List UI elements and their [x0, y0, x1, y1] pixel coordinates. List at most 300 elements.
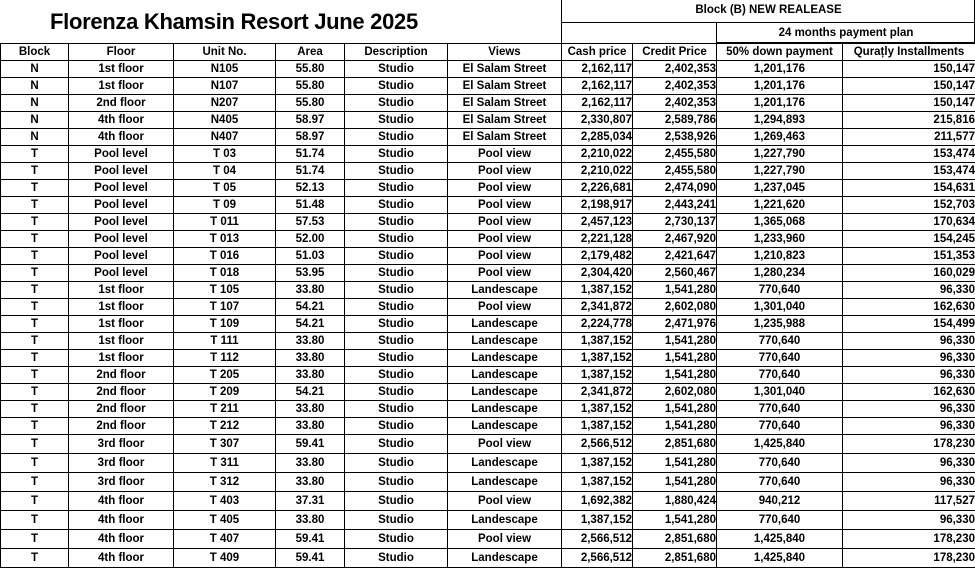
cell-area: 33.80 — [276, 333, 345, 350]
cell-views: Pool view — [448, 248, 562, 265]
table-row — [1, 112, 975, 129]
cell-views: Landescape — [448, 401, 562, 418]
cell-unit-no: N107 — [174, 78, 276, 95]
cell-credit-price: 2,471,976 — [633, 316, 717, 333]
cell-block: T — [1, 214, 69, 231]
cell-cash-price: 2,179,482 — [562, 248, 633, 265]
cell-credit-price: 1,541,280 — [633, 473, 717, 492]
cell-block: T — [1, 384, 69, 401]
table-row — [1, 384, 975, 401]
cell-area: 37.31 — [276, 492, 345, 511]
cell-block: T — [1, 549, 69, 568]
cell-cash-price: 1,387,152 — [562, 454, 633, 473]
cell-description: Studio — [345, 384, 448, 401]
cell-floor: Pool level — [69, 248, 174, 265]
cell-down-payment: 940,212 — [717, 492, 843, 511]
cell-quarterly-installments: 152,703 — [843, 197, 975, 214]
cell-area: 33.80 — [276, 511, 345, 530]
cell-block: N — [1, 129, 69, 146]
cell-credit-price: 2,467,920 — [633, 231, 717, 248]
table-row — [1, 180, 975, 197]
cell-block: T — [1, 180, 69, 197]
cell-down-payment: 770,640 — [717, 367, 843, 384]
cell-block: T — [1, 248, 69, 265]
cell-block: T — [1, 367, 69, 384]
cell-unit-no: T 107 — [174, 299, 276, 316]
cell-down-payment: 1,201,176 — [717, 61, 843, 78]
cell-views: Landescape — [448, 511, 562, 530]
cell-description: Studio — [345, 163, 448, 180]
cell-block: T — [1, 511, 69, 530]
cell-floor: 3rd floor — [69, 473, 174, 492]
cell-credit-price: 2,402,353 — [633, 78, 717, 95]
table-row — [1, 231, 975, 248]
cell-area: 54.21 — [276, 384, 345, 401]
cell-credit-price: 1,541,280 — [633, 454, 717, 473]
cell-unit-no: T 409 — [174, 549, 276, 568]
cell-cash-price: 1,387,152 — [562, 282, 633, 299]
cell-description: Studio — [345, 180, 448, 197]
cell-views: Landescape — [448, 473, 562, 492]
cell-views: Pool view — [448, 435, 562, 454]
cell-block: T — [1, 163, 69, 180]
cell-unit-no: T 312 — [174, 473, 276, 492]
cell-area: 59.41 — [276, 435, 345, 454]
cell-block: T — [1, 316, 69, 333]
cell-down-payment: 1,201,176 — [717, 95, 843, 112]
cell-block: N — [1, 78, 69, 95]
cell-quarterly-installments: 96,330 — [843, 454, 975, 473]
cell-area: 33.80 — [276, 454, 345, 473]
cell-block: T — [1, 333, 69, 350]
table-row — [1, 248, 975, 265]
cell-floor: 4th floor — [69, 492, 174, 511]
cell-credit-price: 2,474,090 — [633, 180, 717, 197]
cell-cash-price: 2,162,117 — [562, 61, 633, 78]
cell-description: Studio — [345, 112, 448, 129]
column-header-views: Views — [448, 44, 562, 61]
cell-views: Pool view — [448, 492, 562, 511]
column-header-quarterly-installments: Qurațly Installments — [843, 44, 975, 61]
cell-quarterly-installments: 162,630 — [843, 384, 975, 401]
cell-cash-price: 2,162,117 — [562, 95, 633, 112]
cell-block: T — [1, 299, 69, 316]
cell-description: Studio — [345, 265, 448, 282]
cell-down-payment: 770,640 — [717, 333, 843, 350]
table-row — [1, 78, 975, 95]
table-row — [1, 511, 975, 530]
cell-floor: 4th floor — [69, 530, 174, 549]
cell-credit-price: 1,541,280 — [633, 350, 717, 367]
cell-quarterly-installments: 96,330 — [843, 333, 975, 350]
cell-down-payment: 770,640 — [717, 282, 843, 299]
cell-cash-price: 1,387,152 — [562, 333, 633, 350]
cell-views: Landescape — [448, 367, 562, 384]
cell-quarterly-installments: 96,330 — [843, 367, 975, 384]
cell-unit-no: T 403 — [174, 492, 276, 511]
cell-block: T — [1, 454, 69, 473]
units-table — [0, 43, 975, 568]
table-row — [1, 265, 975, 282]
table-row — [1, 350, 975, 367]
cell-block: T — [1, 492, 69, 511]
cell-down-payment: 1,235,988 — [717, 316, 843, 333]
cell-cash-price: 1,387,152 — [562, 367, 633, 384]
cell-views: Pool view — [448, 299, 562, 316]
cell-description: Studio — [345, 248, 448, 265]
cell-floor: Pool level — [69, 163, 174, 180]
cell-unit-no: N207 — [174, 95, 276, 112]
column-header-unit-no: Unit No. — [174, 44, 276, 61]
cell-area: 52.00 — [276, 231, 345, 248]
cell-floor: 1st floor — [69, 78, 174, 95]
cell-unit-no: T 211 — [174, 401, 276, 418]
cell-floor: 4th floor — [69, 112, 174, 129]
cell-description: Studio — [345, 78, 448, 95]
cell-description: Studio — [345, 473, 448, 492]
cell-quarterly-installments: 117,527 — [843, 492, 975, 511]
cell-cash-price: 2,226,681 — [562, 180, 633, 197]
cell-cash-price: 2,162,117 — [562, 78, 633, 95]
cell-block: T — [1, 435, 69, 454]
cell-description: Studio — [345, 95, 448, 112]
table-row — [1, 129, 975, 146]
cell-views: Landescape — [448, 418, 562, 435]
cell-unit-no: N407 — [174, 129, 276, 146]
cell-block: T — [1, 350, 69, 367]
cell-views: Pool view — [448, 146, 562, 163]
cell-area: 53.95 — [276, 265, 345, 282]
column-header-floor: Floor — [69, 44, 174, 61]
cell-quarterly-installments: 96,330 — [843, 473, 975, 492]
cell-views: Landescape — [448, 282, 562, 299]
cell-floor: 1st floor — [69, 350, 174, 367]
cell-block: N — [1, 112, 69, 129]
cell-quarterly-installments: 170,634 — [843, 214, 975, 231]
cell-quarterly-installments: 178,230 — [843, 530, 975, 549]
cell-views: Pool view — [448, 265, 562, 282]
cell-description: Studio — [345, 214, 448, 231]
table-row — [1, 282, 975, 299]
table-row — [1, 299, 975, 316]
table-row — [1, 61, 975, 78]
column-header-area: Area — [276, 44, 345, 61]
cell-views: Pool view — [448, 214, 562, 231]
cell-down-payment: 770,640 — [717, 418, 843, 435]
cell-unit-no: T 209 — [174, 384, 276, 401]
cell-area: 52.13 — [276, 180, 345, 197]
cell-block: T — [1, 197, 69, 214]
cell-description: Studio — [345, 454, 448, 473]
cell-area: 33.80 — [276, 282, 345, 299]
cell-area: 55.80 — [276, 78, 345, 95]
cell-cash-price: 2,198,917 — [562, 197, 633, 214]
cell-unit-no: T 307 — [174, 435, 276, 454]
table-row — [1, 163, 975, 180]
cell-unit-no: T 112 — [174, 350, 276, 367]
table-row — [1, 492, 975, 511]
cell-quarterly-installments: 215,816 — [843, 112, 975, 129]
cell-cash-price: 1,387,152 — [562, 511, 633, 530]
cell-cash-price: 2,341,872 — [562, 384, 633, 401]
cell-credit-price: 2,421,647 — [633, 248, 717, 265]
cell-credit-price: 2,402,353 — [633, 61, 717, 78]
cell-description: Studio — [345, 299, 448, 316]
cell-block: T — [1, 530, 69, 549]
cell-unit-no: T 311 — [174, 454, 276, 473]
cell-unit-no: N405 — [174, 112, 276, 129]
cell-floor: 4th floor — [69, 549, 174, 568]
column-header-down-payment: 50% down payment — [717, 44, 843, 61]
cell-description: Studio — [345, 530, 448, 549]
table-row — [1, 454, 975, 473]
cell-down-payment: 1,233,960 — [717, 231, 843, 248]
cell-floor: 2nd floor — [69, 367, 174, 384]
cell-unit-no: T 05 — [174, 180, 276, 197]
cell-cash-price: 2,566,512 — [562, 530, 633, 549]
cell-block: T — [1, 146, 69, 163]
cell-cash-price: 2,304,420 — [562, 265, 633, 282]
cell-views: Landescape — [448, 454, 562, 473]
table-row — [1, 473, 975, 492]
cell-views: El Salam Street — [448, 112, 562, 129]
cell-floor: 1st floor — [69, 282, 174, 299]
cell-credit-price: 1,880,424 — [633, 492, 717, 511]
cell-credit-price: 2,443,241 — [633, 197, 717, 214]
cell-down-payment: 770,640 — [717, 350, 843, 367]
cell-quarterly-installments: 154,245 — [843, 231, 975, 248]
cell-quarterly-installments: 153,474 — [843, 163, 975, 180]
cell-area: 51.74 — [276, 146, 345, 163]
cell-cash-price: 2,210,022 — [562, 146, 633, 163]
table-row — [1, 367, 975, 384]
cell-floor: Pool level — [69, 180, 174, 197]
cell-cash-price: 2,457,123 — [562, 214, 633, 231]
cell-floor: 2nd floor — [69, 95, 174, 112]
cell-quarterly-installments: 162,630 — [843, 299, 975, 316]
table-row — [1, 95, 975, 112]
column-header-credit-price: Credit Price — [633, 44, 717, 61]
cell-down-payment: 1,227,790 — [717, 163, 843, 180]
cell-quarterly-installments: 178,230 — [843, 549, 975, 568]
sheet-title: Florenza Khamsin Resort June 2025 — [0, 0, 560, 43]
cell-quarterly-installments: 96,330 — [843, 511, 975, 530]
cell-credit-price: 2,602,080 — [633, 384, 717, 401]
cell-unit-no: T 105 — [174, 282, 276, 299]
cell-views: Landescape — [448, 333, 562, 350]
cell-area: 51.48 — [276, 197, 345, 214]
cell-block: T — [1, 473, 69, 492]
cell-credit-price: 1,541,280 — [633, 401, 717, 418]
cell-cash-price: 1,387,152 — [562, 473, 633, 492]
cell-cash-price: 1,387,152 — [562, 401, 633, 418]
cell-quarterly-installments: 96,330 — [843, 350, 975, 367]
cell-down-payment: 1,294,893 — [717, 112, 843, 129]
cell-area: 54.21 — [276, 316, 345, 333]
cell-down-payment: 1,301,040 — [717, 299, 843, 316]
cell-quarterly-installments: 151,353 — [843, 248, 975, 265]
cell-block: N — [1, 95, 69, 112]
cell-quarterly-installments: 96,330 — [843, 401, 975, 418]
table-row — [1, 214, 975, 231]
cell-quarterly-installments: 96,330 — [843, 418, 975, 435]
cell-area: 57.53 — [276, 214, 345, 231]
cell-floor: 1st floor — [69, 333, 174, 350]
cell-floor: Pool level — [69, 231, 174, 248]
cell-down-payment: 770,640 — [717, 454, 843, 473]
cell-credit-price: 2,455,580 — [633, 163, 717, 180]
cell-down-payment: 1,280,234 — [717, 265, 843, 282]
cell-quarterly-installments: 153,474 — [843, 146, 975, 163]
cell-quarterly-installments: 154,631 — [843, 180, 975, 197]
cell-quarterly-installments: 96,330 — [843, 282, 975, 299]
cell-views: Pool view — [448, 530, 562, 549]
cell-views: El Salam Street — [448, 129, 562, 146]
cell-unit-no: T 205 — [174, 367, 276, 384]
table-row — [1, 146, 975, 163]
cell-credit-price: 2,851,680 — [633, 549, 717, 568]
cell-down-payment: 1,425,840 — [717, 530, 843, 549]
divider-block-title — [561, 22, 975, 23]
cell-views: Landescape — [448, 384, 562, 401]
cell-credit-price: 1,541,280 — [633, 511, 717, 530]
cell-views: Landescape — [448, 350, 562, 367]
cell-down-payment: 1,269,463 — [717, 129, 843, 146]
payment-plan-title: 24 months payment plan — [717, 27, 975, 43]
cell-credit-price: 2,851,680 — [633, 435, 717, 454]
cell-area: 59.41 — [276, 530, 345, 549]
cell-credit-price: 2,402,353 — [633, 95, 717, 112]
cell-description: Studio — [345, 511, 448, 530]
cell-block: T — [1, 231, 69, 248]
cell-views: Pool view — [448, 197, 562, 214]
cell-area: 51.03 — [276, 248, 345, 265]
table-row — [1, 435, 975, 454]
cell-unit-no: T 03 — [174, 146, 276, 163]
cell-down-payment: 1,237,045 — [717, 180, 843, 197]
cell-floor: 2nd floor — [69, 384, 174, 401]
cell-floor: 1st floor — [69, 299, 174, 316]
cell-cash-price: 2,341,872 — [562, 299, 633, 316]
cell-cash-price: 2,224,778 — [562, 316, 633, 333]
cell-block: N — [1, 61, 69, 78]
cell-down-payment: 1,201,176 — [717, 78, 843, 95]
cell-unit-no: T 405 — [174, 511, 276, 530]
cell-description: Studio — [345, 435, 448, 454]
column-header-cash-price: Cash price — [562, 44, 633, 61]
table-row — [1, 333, 975, 350]
cell-quarterly-installments: 150,147 — [843, 78, 975, 95]
cell-down-payment: 1,365,068 — [717, 214, 843, 231]
cell-down-payment: 1,227,790 — [717, 146, 843, 163]
cell-views: El Salam Street — [448, 78, 562, 95]
cell-credit-price: 2,538,926 — [633, 129, 717, 146]
cell-area: 54.21 — [276, 299, 345, 316]
cell-floor: 3rd floor — [69, 454, 174, 473]
cell-unit-no: T 407 — [174, 530, 276, 549]
cell-block: T — [1, 282, 69, 299]
cell-views: Landescape — [448, 316, 562, 333]
cell-floor: 1st floor — [69, 61, 174, 78]
cell-description: Studio — [345, 418, 448, 435]
cell-down-payment: 1,425,840 — [717, 549, 843, 568]
cell-views: Pool view — [448, 163, 562, 180]
cell-down-payment: 1,210,823 — [717, 248, 843, 265]
column-header-block: Block — [1, 44, 69, 61]
cell-description: Studio — [345, 316, 448, 333]
cell-credit-price: 1,541,280 — [633, 282, 717, 299]
cell-area: 51.74 — [276, 163, 345, 180]
cell-floor: 2nd floor — [69, 401, 174, 418]
cell-credit-price: 2,589,786 — [633, 112, 717, 129]
cell-credit-price: 2,560,467 — [633, 265, 717, 282]
cell-floor: Pool level — [69, 146, 174, 163]
cell-credit-price: 2,455,580 — [633, 146, 717, 163]
cell-block: T — [1, 265, 69, 282]
cell-quarterly-installments: 150,147 — [843, 95, 975, 112]
cell-cash-price: 2,221,128 — [562, 231, 633, 248]
cell-area: 33.80 — [276, 350, 345, 367]
cell-description: Studio — [345, 367, 448, 384]
cell-description: Studio — [345, 492, 448, 511]
cell-description: Studio — [345, 401, 448, 418]
cell-cash-price: 2,330,807 — [562, 112, 633, 129]
divider-plan-left — [716, 22, 717, 43]
cell-views: Pool view — [448, 231, 562, 248]
cell-block: T — [1, 418, 69, 435]
table-body — [1, 61, 975, 568]
cell-description: Studio — [345, 333, 448, 350]
cell-area: 55.80 — [276, 61, 345, 78]
cell-area: 58.97 — [276, 112, 345, 129]
cell-description: Studio — [345, 61, 448, 78]
cell-area: 33.80 — [276, 367, 345, 384]
cell-area: 59.41 — [276, 549, 345, 568]
cell-unit-no: T 013 — [174, 231, 276, 248]
cell-views: El Salam Street — [448, 95, 562, 112]
cell-block: T — [1, 401, 69, 418]
cell-area: 33.80 — [276, 401, 345, 418]
cell-floor: Pool level — [69, 265, 174, 282]
cell-description: Studio — [345, 129, 448, 146]
cell-unit-no: T 212 — [174, 418, 276, 435]
cell-area: 33.80 — [276, 473, 345, 492]
cell-area: 33.80 — [276, 418, 345, 435]
cell-cash-price: 1,387,152 — [562, 350, 633, 367]
cell-floor: 2nd floor — [69, 418, 174, 435]
table-row — [1, 316, 975, 333]
cell-description: Studio — [345, 146, 448, 163]
cell-quarterly-installments: 178,230 — [843, 435, 975, 454]
cell-cash-price: 2,566,512 — [562, 549, 633, 568]
cell-credit-price: 2,602,080 — [633, 299, 717, 316]
cell-unit-no: T 111 — [174, 333, 276, 350]
table-row — [1, 197, 975, 214]
cell-cash-price: 2,566,512 — [562, 435, 633, 454]
table-row — [1, 418, 975, 435]
table-row — [1, 530, 975, 549]
cell-floor: 4th floor — [69, 511, 174, 530]
cell-unit-no: T 018 — [174, 265, 276, 282]
header-row — [1, 44, 975, 61]
cell-description: Studio — [345, 549, 448, 568]
cell-description: Studio — [345, 197, 448, 214]
cell-unit-no: T 011 — [174, 214, 276, 231]
cell-area: 55.80 — [276, 95, 345, 112]
cell-views: El Salam Street — [448, 61, 562, 78]
cell-unit-no: T 109 — [174, 316, 276, 333]
cell-description: Studio — [345, 282, 448, 299]
